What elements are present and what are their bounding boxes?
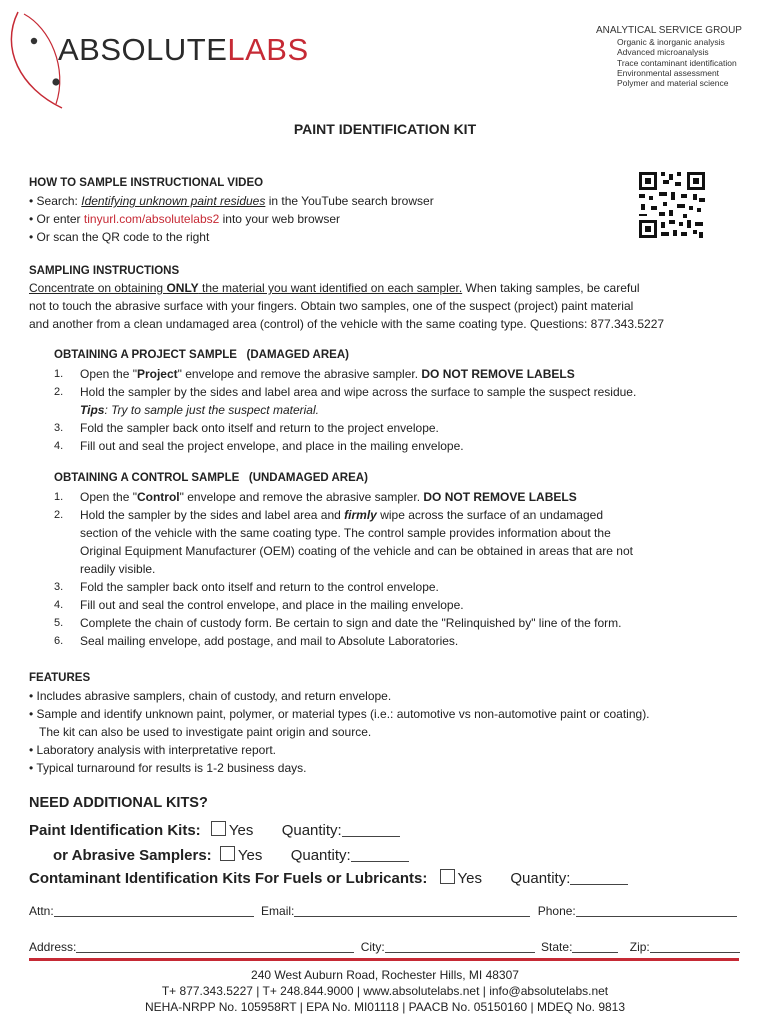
step-number: 3.	[54, 581, 64, 593]
contaminant-kits-row	[29, 869, 628, 887]
sampling-line-1	[29, 279, 744, 297]
step-number: 4.	[54, 599, 64, 611]
service-group-title: ANALYTICAL SERVICE GROUP	[596, 25, 742, 36]
phone-label: Phone:	[537, 904, 576, 918]
sampling-heading: SAMPLING INSTRUCTIONS	[29, 265, 180, 277]
features-heading: FEATURES	[29, 672, 91, 684]
attn-field[interactable]	[54, 903, 254, 917]
url-prefix: • Or enter	[29, 212, 84, 226]
sampling-em-part: Concentrate on obtaining	[29, 281, 167, 295]
city-label: City:	[360, 940, 385, 954]
step-text: Fill out and seal the control envelope, and place in the mailing envelope.	[80, 598, 464, 612]
kits-heading: NEED ADDITIONAL KITS?	[29, 795, 208, 811]
step-text: Fill out and seal the project envelope, and place in the mailing envelope.	[80, 439, 464, 453]
sampling-line-3: and another from a clean undamaged area (control) of the vehicle with the same coating type. Questions: 877.343.5227	[29, 317, 665, 331]
contaminant-yes-checkbox[interactable]	[440, 869, 455, 884]
contaminant-quantity-field[interactable]	[570, 871, 628, 885]
yes-label: Yes	[237, 847, 263, 864]
step-emphasis: firmly	[344, 508, 377, 522]
sampling-emphasis	[29, 281, 462, 295]
zip-field[interactable]	[650, 939, 740, 953]
step-text	[80, 506, 603, 524]
sampling-line-2: not to touch the abrasive surface with your fingers. Obtain two samples, one of the suspect (project) paint material	[29, 299, 634, 313]
step-bold: Control	[136, 490, 180, 504]
contact-row-2	[29, 939, 740, 954]
project-steps	[54, 365, 734, 455]
abrasive-yes-checkbox[interactable]	[220, 846, 235, 861]
list-item: • Includes abrasive samplers, chain of custody, and return envelope.	[29, 689, 392, 703]
list-item-continued	[54, 524, 734, 542]
address-label: Address:	[29, 940, 77, 954]
step-text: Complete the chain of custody form. Be certain to sign and date the "Relinquished by" line of the form.	[80, 616, 622, 630]
search-suffix: in the YouTube search browser	[265, 194, 434, 208]
search-prefix: • Search:	[29, 194, 82, 208]
yes-label: Yes	[457, 870, 483, 887]
page-title: PAINT IDENTIFICATION KIT	[293, 121, 477, 137]
email-label: Email:	[261, 904, 295, 918]
service-item: Polymer and material science	[617, 78, 729, 89]
step-part: wipe across the surface of an undamaged	[376, 508, 603, 522]
list-item	[54, 401, 734, 419]
service-item: Advanced microanalysis	[617, 47, 709, 58]
project-heading: OBTAINING A PROJECT SAMPLE (DAMAGED AREA)	[54, 349, 349, 361]
list-item: • Typical turnaround for results is 1-2 business days.	[29, 761, 307, 775]
video-line-search	[29, 192, 434, 210]
sampling-paragraph	[29, 279, 744, 333]
list-item	[54, 365, 734, 383]
step-number: 1.	[54, 368, 64, 380]
tips-label: Tips	[80, 403, 105, 417]
step-text: readily visible.	[80, 562, 156, 576]
step-text: Original Equipment Manufacturer (OEM) coating of the vehicle and can be obtained in areas that are not	[80, 544, 633, 558]
quantity-label: Quantity:	[510, 870, 571, 887]
footer-address: 240 West Auburn Road, Rochester Hills, MI 48307	[251, 968, 519, 982]
tips-text	[80, 401, 319, 419]
step-text: section of the vehicle with the same coating type. The control sample provides information about the	[80, 526, 611, 540]
url-suffix: into your web browser	[219, 212, 341, 226]
step-bold: Project	[136, 367, 178, 381]
list-item-continued	[54, 560, 734, 578]
step-part: Hold the sampler by the sides and label area and	[80, 508, 345, 522]
video-heading: HOW TO SAMPLE INSTRUCTIONAL VIDEO	[29, 177, 264, 189]
step-text	[80, 488, 577, 506]
paint-kits-quantity-field[interactable]	[342, 823, 400, 837]
step-number: 2.	[54, 509, 64, 521]
list-item	[54, 383, 734, 401]
step-part: Open the "	[80, 367, 137, 381]
step-number: 6.	[54, 635, 64, 647]
service-item: Environmental assessment	[617, 67, 720, 78]
list-item	[54, 596, 734, 614]
step-text	[80, 365, 575, 383]
paint-kits-row	[29, 821, 400, 839]
list-item: • Sample and identify unknown paint, polymer, or material types (i.e.: automotive vs non-automotive paint or coating).	[29, 707, 650, 721]
paint-kits-yes-checkbox[interactable]	[211, 821, 226, 836]
control-steps	[54, 488, 734, 650]
tinyurl-link[interactable]: tinyurl.com/absolutelabs2	[83, 212, 220, 226]
logo-text-labs: LABS	[227, 32, 309, 67]
step-number: 5.	[54, 617, 64, 629]
company-logo	[58, 32, 309, 68]
step-text: Hold the sampler by the sides and label area and wipe across the surface to sample the suspect residue.	[80, 385, 637, 399]
features-list	[29, 687, 749, 777]
quantity-label: Quantity:	[281, 822, 342, 839]
footer-divider	[29, 958, 739, 961]
step-warning: DO NOT REMOVE LABELS	[423, 490, 577, 504]
phone-field[interactable]	[576, 903, 737, 917]
zip-label: Zip:	[629, 940, 650, 954]
list-item: • Laboratory analysis with interpretative report.	[29, 743, 276, 757]
quantity-label: Quantity:	[290, 847, 351, 864]
list-item	[54, 437, 734, 455]
yes-label: Yes	[228, 822, 254, 839]
contact-row-1	[29, 903, 737, 918]
tips-body: : Try to sample just the suspect material.	[104, 403, 319, 417]
service-item: Trace contaminant identification	[617, 57, 737, 68]
abrasive-quantity-field[interactable]	[351, 848, 409, 862]
footer-contact: T+ 877.343.5227 | T+ 248.844.9000 | www.absolutelabs.net | info@absolutelabs.net	[161, 984, 609, 998]
logo-text-absolute: ABSOLUTE	[58, 32, 228, 67]
sampling-only-bold: ONLY	[166, 281, 199, 295]
attn-label: Attn:	[29, 904, 54, 918]
footer-certifications: NEHA-NRPP No. 105958RT | EPA No. MI01118 | PAACB No. 05150160 | MDEQ No. 9813	[144, 1000, 626, 1014]
step-number: 1.	[54, 491, 64, 503]
step-part: " envelope and remove the abrasive sampler.	[177, 367, 422, 381]
state-field[interactable]	[572, 939, 618, 953]
video-line-qr: • Or scan the QR code to the right	[29, 230, 210, 244]
abrasive-samplers-row	[53, 846, 409, 864]
control-heading: OBTAINING A CONTROL SAMPLE (UNDAMAGED AREA)	[54, 472, 368, 484]
footer	[0, 967, 770, 1015]
list-item	[54, 488, 734, 506]
list-item	[54, 632, 734, 650]
city-field[interactable]	[385, 939, 535, 953]
step-number: 4.	[54, 440, 64, 452]
qr-code-icon	[637, 170, 707, 240]
list-item-continued	[54, 542, 734, 560]
paint-kits-label: Paint Identification Kits:	[29, 822, 201, 839]
list-item	[54, 419, 734, 437]
step-text: Fold the sampler back onto itself and return to the project envelope.	[80, 421, 439, 435]
email-field[interactable]	[294, 903, 530, 917]
step-number: 3.	[54, 422, 64, 434]
list-item	[54, 614, 734, 632]
list-item	[54, 506, 734, 524]
list-item-continued: The kit can also be used to investigate paint origin and source.	[39, 725, 372, 739]
step-part: Open the "	[80, 490, 137, 504]
step-warning: DO NOT REMOVE LABELS	[421, 367, 575, 381]
search-phrase: Identifying unknown paint residues	[81, 194, 266, 208]
video-line-url	[29, 210, 340, 228]
step-part: " envelope and remove the abrasive sampler.	[179, 490, 424, 504]
step-text: Fold the sampler back onto itself and return to the control envelope.	[80, 580, 439, 594]
state-label: State:	[541, 940, 573, 954]
step-text: Seal mailing envelope, add postage, and mail to Absolute Laboratories.	[80, 634, 459, 648]
step-number: 2.	[54, 386, 64, 398]
sampling-em-part: the material you want identified on each sampler.	[198, 281, 463, 295]
abrasive-samplers-label: or Abrasive Samplers:	[53, 847, 212, 864]
service-list	[617, 37, 737, 88]
service-item: Organic & inorganic analysis	[617, 37, 725, 47]
contaminant-kits-label: Contaminant Identification Kits For Fuels or Lubricants:	[29, 870, 428, 887]
list-item	[54, 578, 734, 596]
sampling-rest: When taking samples, be careful	[462, 281, 640, 295]
address-field[interactable]	[76, 939, 354, 953]
